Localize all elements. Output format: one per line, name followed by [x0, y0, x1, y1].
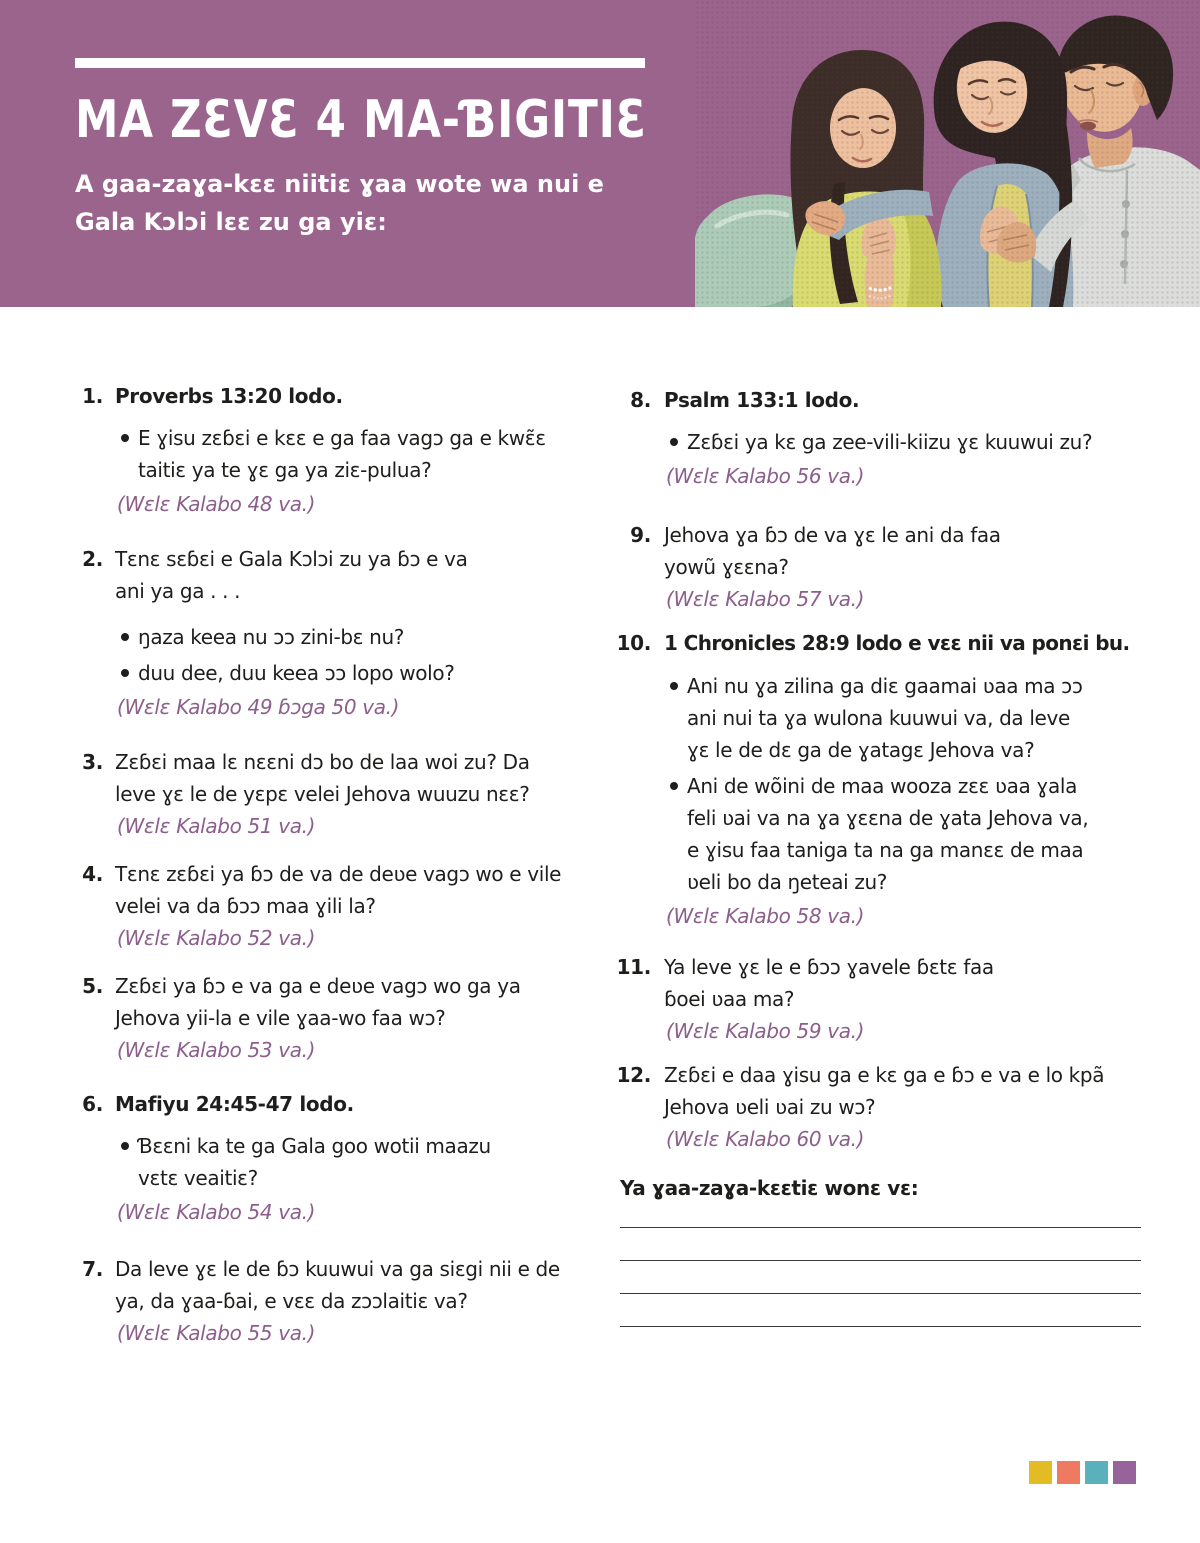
bullet-item [664, 426, 1145, 458]
bullet-text-line: Ɓɛɛni ka te ga Gala goo wotii maazu [138, 1134, 491, 1158]
question-heading: 1 Chronicles 28:9 lodo e vɛɛ nii va ponɛi bu. [664, 631, 1130, 655]
bullet-text-line: taitiɛ ya te ɣɛ ga ya ziɛ-pulua? [138, 458, 432, 482]
question-number: 4. [82, 862, 103, 886]
bullet-text-line: ɣɛ le de dɛ ga de ɣatagɛ Jehova va? [687, 738, 1035, 762]
bullet-icon [664, 426, 687, 458]
bullet-text-line: vɛtɛ veaitiɛ? [138, 1166, 258, 1190]
bullet-text-line: Ani de wõini de maa wooza zɛɛ ʋaa ɣala [687, 774, 1078, 798]
notes-heading: Ya ɣaa-zaɣa-kɛɛtiɛ wonɛ vɛ: [620, 1176, 919, 1200]
question-number: 10. [616, 631, 651, 655]
footer-square-coral [1057, 1461, 1080, 1484]
reference: (Wɛlɛ Kalabo 52 va.) [117, 926, 316, 950]
question-11 [600, 951, 1145, 1047]
question-6 [75, 1088, 620, 1228]
question-text-line: Ya leve ɣɛ le e ɓɔɔ ɣavele ɓɛtɛ faa [664, 955, 994, 979]
question-number: 11. [616, 955, 651, 979]
bullet-text-line: ʋeli bo da ŋeteai zu? [687, 870, 888, 894]
question-text-line: ani ya ga . . . [115, 579, 241, 603]
bullet-item [664, 770, 1145, 898]
reference: (Wɛlɛ Kalabo 48 va.) [117, 492, 316, 516]
reference: (Wɛlɛ Kalabo 56 va.) [666, 464, 865, 488]
page-subtitle [75, 165, 604, 241]
footer-square-yellow [1029, 1461, 1052, 1484]
bullet-text-line: Ani nu ɣa zilina ga diɛ gaamai ʋaa ma ɔɔ [687, 674, 1083, 698]
question-text-line: leve ɣɛ le de yɛpɛ velei Jehova wuuzu nɛɛ? [115, 782, 530, 806]
answer-line-3 [620, 1293, 1141, 1294]
bullet-item [115, 657, 620, 689]
question-12 [600, 1059, 1145, 1155]
subtitle-line: A gaa-zaɣa-kɛɛ niitiɛ ɣaa wote wa nui e [75, 170, 604, 198]
question-number: 12. [616, 1063, 651, 1087]
question-text-line: Zɛɓɛi e daa ɣisu ga e kɛ ga e ɓɔ e va e lo kpã [664, 1063, 1105, 1087]
family-praying-illustration [695, 0, 1200, 307]
question-number: 8. [630, 388, 651, 412]
bullet-text-line: Zɛɓɛi ya kɛ ga zee-vili-kiizu ɣɛ kuuwui zu? [687, 430, 1093, 454]
question-2 [75, 543, 620, 723]
question-heading: Proverbs 13:20 lodo. [115, 384, 343, 408]
question-text-line: ɓoei ʋaa ma? [664, 987, 795, 1011]
bullet-text-line: ŋaza keea nu ɔɔ zini-bɛ nu? [138, 625, 405, 649]
page-header [0, 0, 1200, 307]
answer-line-1 [620, 1227, 1141, 1228]
question-number: 5. [82, 974, 103, 998]
reference: (Wɛlɛ Kalabo 57 va.) [666, 587, 865, 611]
subtitle-line: Gala Kɔlɔi lɛɛ zu ga yiɛ: [75, 208, 387, 236]
question-text-line: Jehova ɣa ɓɔ de va ɣɛ le ani da faa [664, 523, 1001, 547]
question-3 [75, 746, 620, 842]
bullet-text-line: feli ʋai va na ɣa ɣɛɛna de ɣata Jehova va, [687, 806, 1089, 830]
question-8 [600, 384, 1145, 492]
question-heading: Mafiyu 24:45-47 lodo. [115, 1092, 354, 1116]
question-7 [75, 1253, 620, 1349]
reference: (Wɛlɛ Kalabo 59 va.) [666, 1019, 865, 1043]
question-number: 6. [82, 1092, 103, 1116]
bullet-icon [115, 621, 138, 653]
question-text-line: Jehova ʋeli ʋai zu wɔ? [664, 1095, 876, 1119]
bullet-icon [115, 657, 138, 689]
footer-square-purple [1113, 1461, 1136, 1484]
bullet-text-line: ani nui ta ɣa wulona kuuwui va, da leve [687, 706, 1070, 730]
bullet-item [115, 422, 620, 486]
reference: (Wɛlɛ Kalabo 60 va.) [666, 1127, 865, 1151]
page-title: MA ZƐVƐ 4 MA-ƁIGITIƐ [75, 90, 647, 150]
bullet-text-line: e ɣisu faa taniga ta na ga manɛɛ de maa [687, 838, 1084, 862]
question-number: 1. [82, 384, 103, 408]
question-10 [600, 627, 1145, 932]
reference: (Wɛlɛ Kalabo 51 va.) [117, 814, 316, 838]
reference: (Wɛlɛ Kalabo 53 va.) [117, 1038, 316, 1062]
bullet-item [664, 670, 1145, 766]
question-number: 2. [82, 547, 103, 571]
bullet-icon [115, 422, 138, 486]
bullet-icon [115, 1130, 138, 1194]
bullet-item [115, 1130, 620, 1194]
bullet-icon [664, 770, 687, 898]
bullet-icon [664, 670, 687, 766]
bullet-text-line: duu dee, duu keea ɔɔ lopo wolo? [138, 661, 455, 685]
reference: (Wɛlɛ Kalabo 54 va.) [117, 1200, 316, 1224]
question-text-line: Tɛnɛ sɛɓɛi e Gala Kɔlɔi zu ya ɓɔ e va [115, 547, 468, 571]
reference: (Wɛlɛ Kalabo 55 va.) [117, 1321, 316, 1345]
question-number: 9. [630, 523, 651, 547]
question-number: 7. [82, 1257, 103, 1281]
answer-line-2 [620, 1260, 1141, 1261]
question-number: 3. [82, 750, 103, 774]
question-1 [75, 380, 620, 520]
question-text-line: velei va da ɓɔɔ maa ɣili la? [115, 894, 376, 918]
bullet-item [115, 621, 620, 653]
question-text-line: Jehova yii-la e vile ɣaa-wo faa wɔ? [115, 1006, 446, 1030]
footer-square-teal [1085, 1461, 1108, 1484]
question-text-line: Zɛɓɛi maa lɛ nɛɛni dɔ bo de laa woi zu? Da [115, 750, 530, 774]
bullet-text-line: E ɣisu zɛɓɛi e kɛɛ e ga faa vagɔ ga e kwɛ̃ɛ [138, 426, 546, 450]
question-text-line: Da leve ɣɛ le de ɓɔ kuuwui va ga siɛgi nii e de [115, 1257, 560, 1281]
question-4 [75, 858, 620, 954]
question-text-line: Tɛnɛ zɛɓɛi ya ɓɔ de va de deʋe vagɔ wo e vile [115, 862, 562, 886]
footer-color-squares [1029, 1461, 1136, 1484]
question-9 [600, 519, 1145, 615]
answer-line-4 [620, 1326, 1141, 1327]
question-text-line: ya, da ɣaa-ɓai, e vɛɛ da zɔɔlaitiɛ va? [115, 1289, 468, 1313]
header-rule [75, 58, 645, 68]
question-text-line: Zɛɓɛi ya ɓɔ e va ga e deʋe vagɔ wo ga ya [115, 974, 521, 998]
reference: (Wɛlɛ Kalabo 49 ɓɔga 50 va.) [117, 695, 400, 719]
question-text-line: yowũ ɣɛɛna? [664, 555, 789, 579]
question-5 [75, 970, 620, 1066]
question-heading: Psalm 133:1 lodo. [664, 388, 860, 412]
reference: (Wɛlɛ Kalabo 58 va.) [666, 904, 865, 928]
